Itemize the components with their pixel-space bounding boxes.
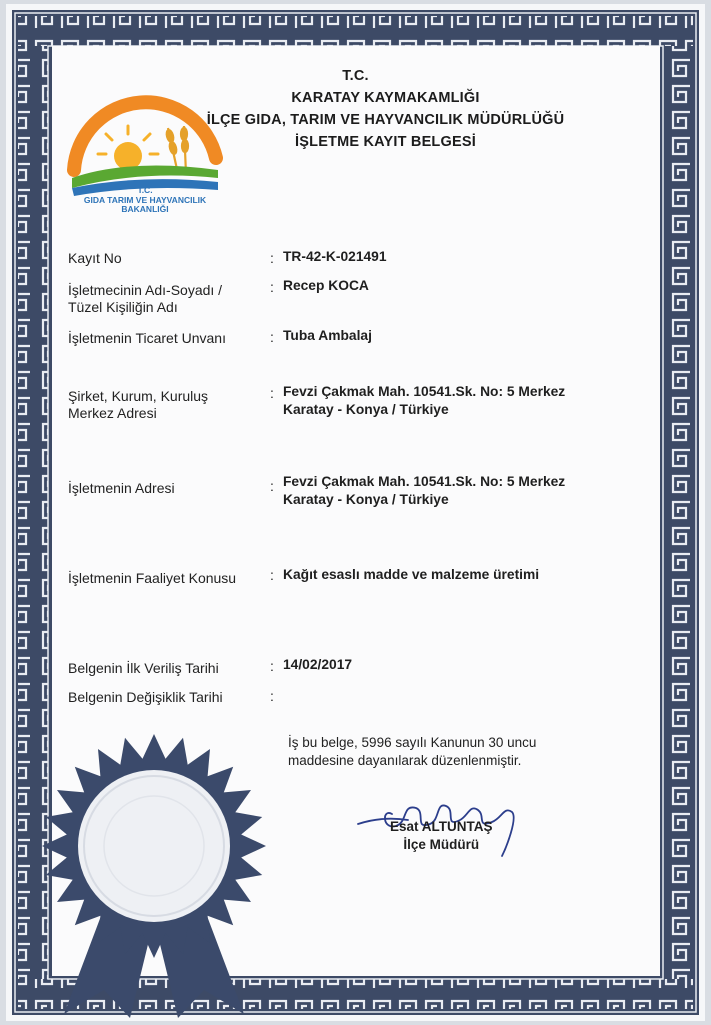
faaliyet-colon: : (270, 567, 274, 583)
merkez-adres-label (68, 388, 208, 422)
kayit-no-label: Kayıt No (68, 250, 122, 266)
header-kaymakamlik: KARATAY KAYMAKAMLIĞI (291, 90, 480, 106)
logo-ministry-suffix: BAKANLIĞI (121, 204, 169, 214)
faaliyet-label: İşletmenin Faaliyet Konusu (68, 570, 237, 586)
official-seal (34, 718, 274, 1018)
isletmeci-value: Recep KOCA (283, 278, 369, 293)
ilk-verilis-colon: : (270, 658, 274, 674)
page-title: İŞLETME KAYIT BELGESİ (295, 134, 476, 150)
faaliyet-value: Kağıt esaslı madde ve malzeme üretimi (283, 567, 540, 582)
merkez-adres-label-line1: Şirket, Kurum, Kuruluş (68, 388, 209, 404)
signatory-block (390, 818, 493, 854)
kayit-no-value: TR-42-K-021491 (283, 249, 387, 264)
legal-note-line2: maddesine dayanılarak düzenlenmiştir. (288, 753, 522, 768)
isletme-adres-colon: : (270, 478, 274, 494)
merkez-adres-value-line1: Fevzi Çakmak Mah. 10541.Sk. No: 5 Merkez (283, 384, 566, 399)
logo-ministry-name: GIDA TARIM VE HAYVANCILIK (83, 194, 207, 205)
ilk-verilis-label: Belgenin İlk Veriliş Tarihi (68, 660, 219, 676)
merkez-adres-value-line2: Karatay - Konya / Türkiye (283, 402, 449, 417)
unvan-colon: : (270, 329, 274, 345)
signatory-title: İlçe Müdürü (403, 837, 480, 852)
unvan-label: İşletmenin Ticaret Unvanı (68, 330, 226, 346)
merkez-adres-value (283, 383, 565, 419)
legal-note (288, 734, 536, 770)
logo-tc: T.C. (137, 185, 153, 195)
isletme-adres-value (283, 473, 565, 509)
header-tc: T.C. (342, 68, 369, 84)
merkez-adres-label-line2: Merkez Adresi (68, 405, 157, 421)
ilk-verilis-value: 14/02/2017 (283, 657, 353, 672)
legal-note-line1: İş bu belge, 5996 sayılı Kanunun 30 uncu (288, 735, 537, 750)
isletme-adres-value-line2: Karatay - Konya / Türkiye (283, 492, 449, 507)
isletmeci-label-line1: İşletmecinin Adı-Soyadı / (68, 282, 223, 298)
isletme-adres-value-line1: Fevzi Çakmak Mah. 10541.Sk. No: 5 Merkez (283, 474, 566, 489)
merkez-adres-colon: : (270, 385, 274, 401)
degisiklik-colon: : (270, 688, 274, 704)
isletmeci-label (68, 282, 222, 316)
unvan-value: Tuba Ambalaj (283, 328, 372, 343)
kayit-no-colon: : (270, 250, 274, 266)
header-mudurluk: İLÇE GIDA, TARIM VE HAYVANCILIK MÜDÜRLÜĞÜ (206, 112, 565, 128)
ministry-logo-text (60, 186, 230, 215)
isletmeci-colon: : (270, 279, 274, 295)
isletmeci-label-line2: Tüzel Kişiliğin Adı (68, 299, 178, 315)
isletme-adres-label: İşletmenin Adresi (68, 480, 175, 496)
signatory-name: Esat ALTUNTAŞ (390, 819, 493, 834)
degisiklik-label: Belgenin Değişiklik Tarihi (68, 689, 223, 705)
